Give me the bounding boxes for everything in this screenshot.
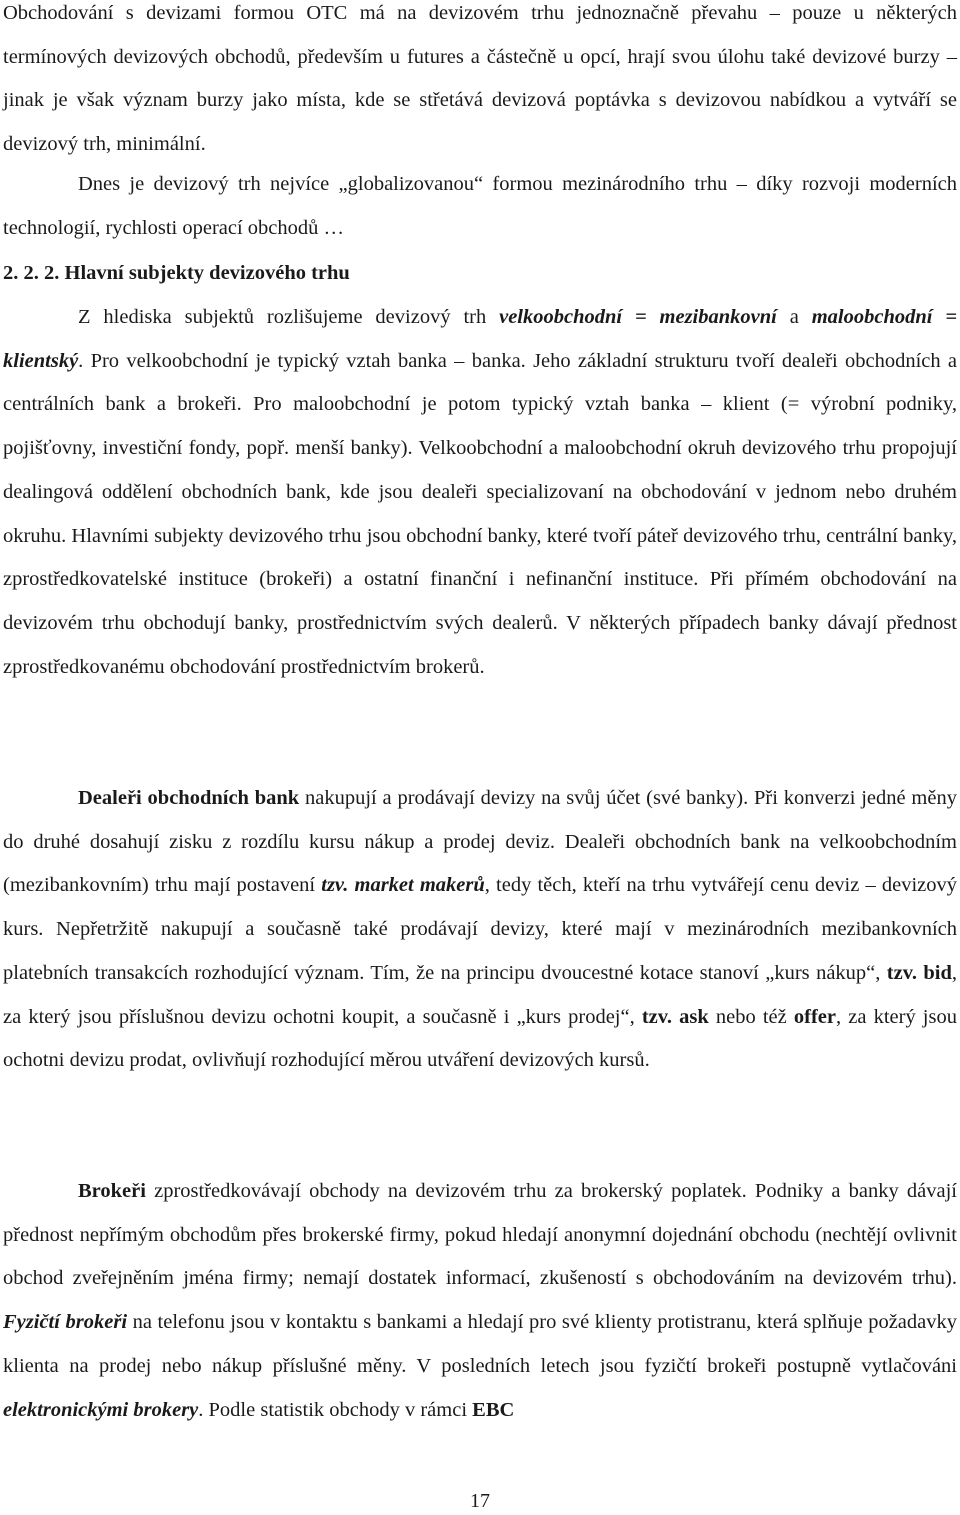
page-number: 17 — [470, 1490, 490, 1512]
term-offer: offer — [793, 1005, 836, 1028]
paragraph-brokers: Brokeři zprostředkovávají obchody na devizovém trhu za brokerský poplatek. Podniky a banky dávají přednost nepřímým obchodům přes brokerské firmy, pokud hledají anonymní dojednání obchodu (nechtějí ovlivnit obchod zveřejněním jména firmy; nemají dostatek informací, zkušeností s obchodováním na devizovém trhu). Fyzičtí brokeři na telefonu jsou v kontaktu s bankami a hledají pro své klienty protistranu, která splňuje požadavky klienta na prodej nebo nákup příslušné měny. V posledních letech jsou fyzičtí brokeři postupně vytlačováni elektronickými brokery. Podle statistik obchody v rámci EBC — [3, 1180, 957, 1421]
paragraph-dealers: Dealeři obchodních bank nakupují a prodávají devizy na svůj účet (své banky). Při konverzi jedné měny do druhé dosahují zisku z rozdílu kursu nákup a prodej deviz. Dealeři obchodních bank na velkoobchodním (mezibankovním) trhu mají postavení tzv. market makerů, tedy těch, kteří na trhu vytvářejí cenu deviz – devizový kurs. Nepřetržitě nakupují a současně také prodávají devizy, které mají v mezinárodních mezibankovních platebních transakcích rozhodující význam. Tím, že na principu dvoucestné kotace stanoví „kurs nákup“, tzv. bid, za který jsou příslušnou devizu ochotni koupit, a současně i „kurs prodej“, tzv. ask nebo též offer, za který jsou ochotni devizu prodat, ovlivňují rozhodující měrou utváření devizových kursů. — [3, 787, 957, 1072]
section-heading: 2. 2. 2. Hlavní subjekty devizového trhu — [3, 262, 350, 284]
term-physical-brokers: Fyzičtí brokeři — [3, 1311, 128, 1334]
term-bid: tzv. bid — [886, 961, 952, 984]
term-brokers: Brokeři — [78, 1180, 146, 1202]
term-ebc: EBC — [472, 1398, 515, 1421]
paragraph-otc-trading: Obchodování s devizami formou OTC má na devizovém trhu jednoznačně převahu – pouze u některých termínových devizových obchodů, především u futures a částečně u opcí, hrají svou úlohu také devizové burzy – jinak je však význam burzy jako místa, kde se střetává devizová poptávka s devizovou nabídkou a vytváří se devizový trh, minimální. — [3, 2, 957, 156]
term-ask: tzv. ask — [641, 1005, 709, 1028]
term-electronic-brokers: elektronickými brokery — [3, 1398, 199, 1421]
emphasis-retail: maloobchodní = klientský — [3, 306, 957, 372]
emphasis-wholesale: velkoobchodní = mezibankovní — [499, 306, 777, 328]
term-market-makers: tzv. market makerů — [321, 874, 485, 897]
paragraph-globalization: Dnes je devizový trh nejvíce „globalizovanou“ formou mezinárodního trhu – díky rozvoji moderních technologií, rychlosti operací obchodů … — [3, 173, 957, 239]
paragraph-market-subjects: Z hlediska subjektů rozlišujeme devizový trh velkoobchodní = mezibankovní a maloobchodní = klientský. Pro velkoobchodní je typický vztah banka – banka. Jeho základní strukturu tvoří dealeři obchodních a centrálních bank a brokeři. Pro maloobchodní je potom typický vztah banka – klient (= výrobní podniky, pojišťovny, investiční fondy, popř. menší banky). Velkoobchodní a maloobchodní okruh devizového trhu propojují dealingová oddělení obchodních bank, kde jsou dealeři specializovaní na obchodování v jednom nebo druhém okruhu. Hlavními subjekty devizového trhu jsou obchodní banky, které tvoří páteř devizového trhu, centrální banky, zprostředkovatelské instituce (brokeři) a ostatní finanční i nefinanční instituce. Při přímém obchodování na devizovém trhu obchodují banky, prostřednictvím svých dealerů. V některých případech banky dávají přednost zprostředkovanému obchodování prostřednictvím brokerů. — [3, 306, 957, 678]
term-dealers: Dealeři obchodních bank — [78, 787, 300, 809]
